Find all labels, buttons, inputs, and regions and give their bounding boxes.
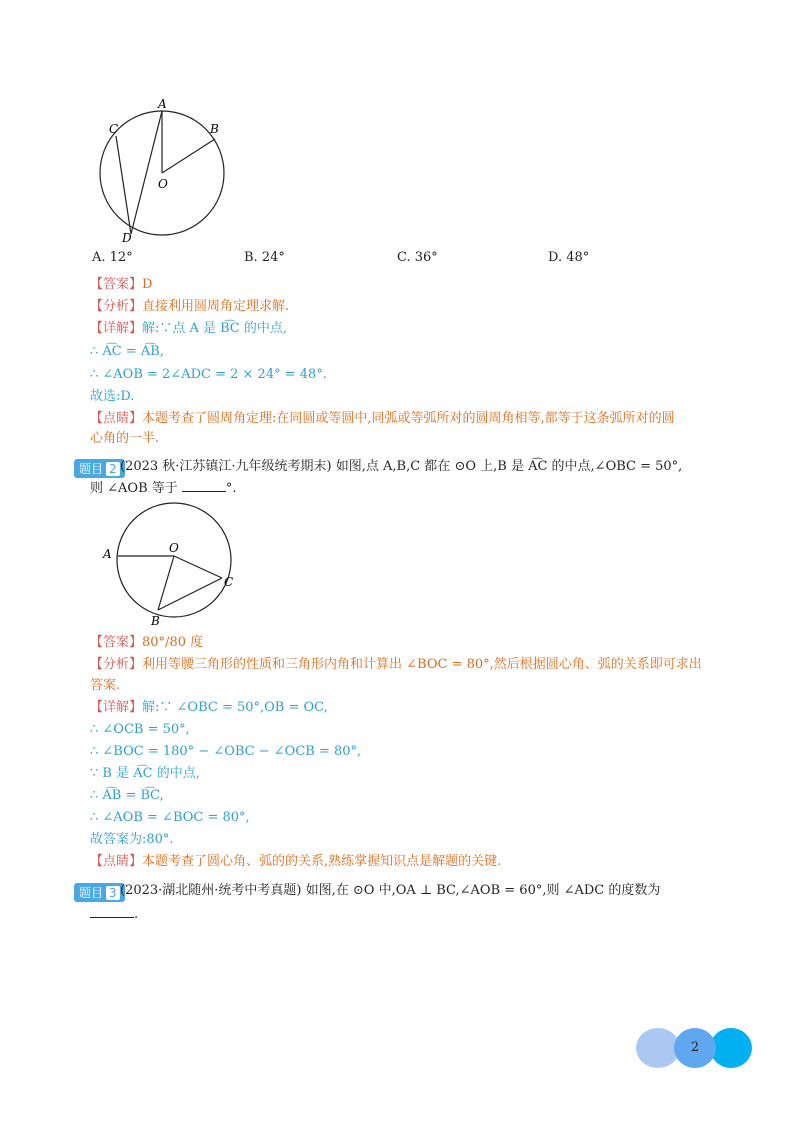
segment-bo: [162, 139, 215, 173]
label-b: B: [210, 122, 219, 136]
figure-circle-2: [100, 500, 250, 630]
question-badge-2: [74, 459, 125, 478]
option-c: C. 36°: [397, 250, 438, 265]
q2-detail-line-6: ∴ ∠AOB = ∠BOC = 80°,: [90, 810, 250, 825]
q2-detail-line-5: ∴ A͡B = B͡C,: [90, 788, 164, 803]
option-d: D. 48°: [548, 250, 590, 265]
figure-circle-1: [95, 95, 235, 245]
q2-detail-line-2: ∴ ∠OCB = 50°,: [90, 722, 190, 737]
q3-stem-line-2: [90, 905, 138, 925]
option-a: A. 12°: [92, 250, 133, 265]
label-c: C: [109, 122, 119, 136]
page-number: 2: [690, 1040, 700, 1055]
q2-detail-line-3: ∴ ∠BOC = 180° − ∠OBC − ∠OCB = 80°,: [90, 744, 362, 759]
q2-comment-line: [90, 853, 501, 871]
q2-stem-text: 则 ∠AOB 等于: [90, 481, 178, 496]
label-c: C: [224, 575, 234, 589]
q3-stem-line-1: (2023·湖北随州·统考中考真题) 如图,在 ⊙O 中,OA ⊥ BC,∠AOB = 60°,则 ∠ADC 的度数为: [120, 883, 661, 898]
label-a: A: [103, 547, 112, 561]
q2-analysis-line-2: 答案.: [90, 678, 121, 693]
comment-tag: 【点睛】: [90, 411, 143, 426]
segment-cd: [116, 136, 131, 234]
label-a: A: [158, 97, 167, 111]
q2-answer-line: [90, 634, 203, 652]
answer-blank: [90, 905, 134, 918]
circle-o: [117, 503, 234, 617]
q2-detail-line-4: ∵ B 是 A͡C 的中点,: [90, 766, 200, 781]
q1-detail-line-3: ∴ ∠AOB = 2∠ADC = 2 × 24° = 48°.: [90, 367, 327, 382]
question-badge-3: [74, 883, 125, 902]
detail-text: 解:∵点 A 是 B͡C 的中点,: [142, 321, 287, 336]
q2-analysis-line-1: [90, 656, 702, 674]
badge-number: 3: [106, 886, 120, 900]
q1-detail-line-4: 故选:D.: [90, 389, 135, 404]
option-b: B. 24°: [244, 250, 285, 265]
q1-answer-line: [90, 276, 152, 294]
segment-ad: [131, 111, 162, 234]
q2-stem-end: °.: [225, 481, 237, 496]
q1-detail-line-2: ∴ A͡C = A͡B,: [90, 344, 164, 359]
answer-text: 80°/80 度: [142, 635, 204, 650]
answer-tag: 【答案】: [90, 277, 143, 292]
comment-text: 本题考查了圆心角、弧的的关系,熟练掌握知识点是解题的关键.: [142, 854, 502, 869]
segment-oc: [174, 556, 222, 578]
badge-label: 题目: [79, 462, 104, 476]
label-o: O: [158, 177, 168, 191]
analysis-text: 直接利用圆周角定理求解.: [142, 299, 290, 314]
comment-tag: 【点睛】: [90, 854, 143, 869]
label-b: B: [151, 614, 160, 628]
q2-stem-line-1: (2023 秋·江苏镇江·九年级统考期末) 如图,点 A,B,C 都在 ⊙O 上,B 是 A͡C 的中点,∠OBC = 50°,: [120, 459, 683, 474]
answer-tag: 【答案】: [90, 635, 143, 650]
segment-bc: [158, 578, 222, 610]
analysis-tag: 【分析】: [90, 299, 143, 314]
answer-blank: [182, 479, 226, 492]
detail-text: 解:∵ ∠OBC = 50°,OB = OC,: [142, 700, 328, 715]
q1-comment-line-1: [90, 410, 675, 428]
q2-detail-line-1: [90, 699, 328, 717]
page-circle-right: [710, 1028, 752, 1068]
label-o: O: [169, 541, 179, 555]
answer-text: D: [142, 277, 153, 292]
analysis-text: 利用等腰三角形的性质和三角形内角和计算出 ∠BOC = 80°,然后根据圆心角、弧的关系即可求出: [142, 657, 702, 672]
q1-detail-line-1: [90, 320, 287, 338]
badge-label: 题目: [79, 886, 104, 900]
detail-tag: 【详解】: [90, 700, 143, 715]
comment-text: 本题考查了圆周角定理:在同圆或等圆中,同弧或等弧所对的圆周角相等,都等于这条弧所对的圆: [142, 411, 675, 426]
q3-stem-end: .: [134, 907, 139, 922]
q1-analysis-line: [90, 298, 289, 316]
q1-comment-line-2: 心角的一半.: [90, 431, 160, 446]
badge-number: 2: [106, 462, 120, 476]
segment-ob: [158, 556, 174, 610]
q2-detail-line-7: 故答案为:80°.: [90, 832, 174, 847]
label-d: D: [122, 231, 132, 245]
page-number-badge: [636, 1028, 754, 1068]
analysis-tag: 【分析】: [90, 657, 143, 672]
detail-tag: 【详解】: [90, 321, 143, 336]
q2-stem-line-2: [90, 479, 237, 499]
